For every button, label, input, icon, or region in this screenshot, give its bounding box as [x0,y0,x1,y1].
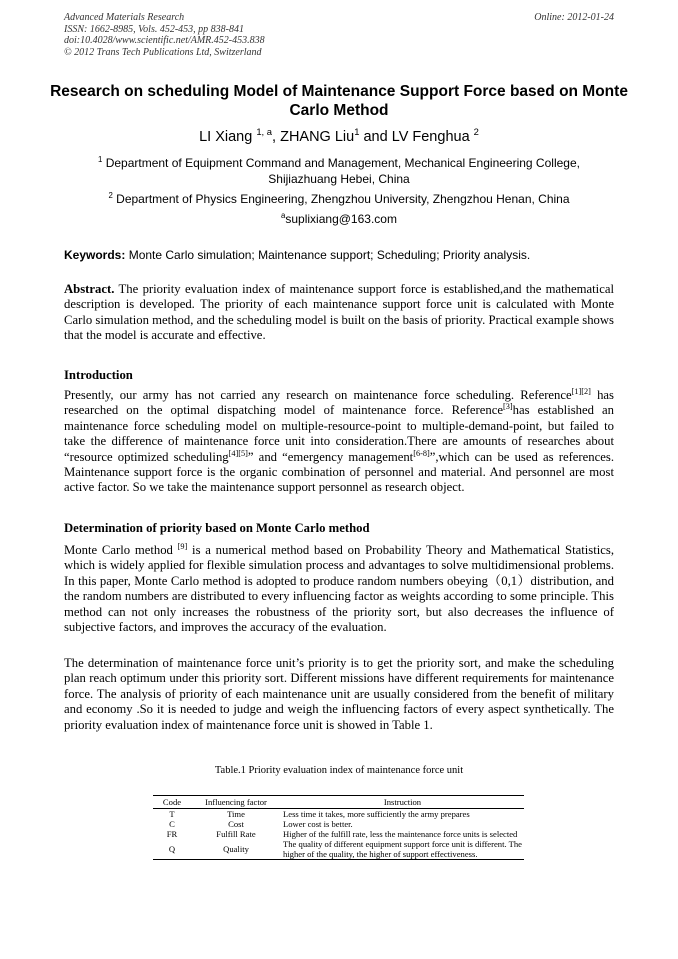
email-line [70,212,608,228]
author-list [0,126,678,145]
body-text: Monte Carlo method [64,543,178,557]
abstract-text: The priority evaluation index of maintenance support force is established,and the mathematical description is developed. The priority of each maintenance support force unit is calculated with Monte Carlo simulation method, and the scheduling model is built on the basis of priority. Practical example shows that the model is accurate and effective. [64,282,614,343]
copyright-line: © 2012 Trans Tech Publications Ltd, Switzerland [64,46,262,58]
priority-paragraph-2: The determination of maintenance force unit’s priority is to get the priority sort, and make the scheduling plan reach optimum under this priority sort. Different missions have different requirements for maintenance force. The analysis of priority of each maintenance unit are usually considered from the benefit of military and economy .So it is needed to judge and weigh the influencing factors of every aspect synthetically. The priority evaluation index of maintenance force unit is showed in Table 1. [64,656,614,732]
table-row [153,819,524,829]
author-affiliation-mark: 1, a [256,126,273,138]
email-address[interactable]: suplixiang@163.com [285,212,397,226]
author-name: LI Xiang [199,129,253,145]
citation: [9] [177,541,188,551]
factor-cell: Quality [191,839,281,860]
column-header: Instruction [281,796,524,809]
intro-text: Presently, our army has not carried any research on maintenance force scheduling. Reference [64,388,572,402]
abstract-label: Abstract. [64,282,115,296]
keywords [64,248,614,262]
affiliation-mark: 2 [108,191,113,200]
author-name: and LV Fenghua [359,129,474,145]
instruction-cell: Higher of the fulfill rate, less the maintenance force units is selected [283,829,518,839]
priority-paragraph-1 [64,543,614,635]
affiliation-text: Department of Physics Engineering, Zhengzhou University, Zhengzhou Henan, China [112,192,570,206]
author-name: , ZHANG Liu [272,129,355,145]
citation: [4][5] [228,448,248,458]
intro-text: ” and “emergency management [247,449,414,464]
affiliation-mark: 1 [98,155,103,164]
citation: [6-8] [413,448,430,458]
doi-line[interactable]: doi:10.4028/www.scientific.net/AMR.452-453.838 [64,35,265,46]
citation: [1][2] [571,386,591,396]
issn-line: ISSN: 1662-8985, Vols. 452-453, pp 838-841 [64,23,244,35]
section-heading-introduction: Introduction [64,368,133,382]
email-mark: a [281,211,286,220]
instruction-cell: The quality of different equipment support force unit is different. The higher of the quality, the higher of support effectiveness. [283,839,522,859]
table-row [153,829,524,839]
introduction-paragraph [64,388,614,496]
intro-text: has established an maintenance force scheduling model on multiple-resource-point to multiple-demand-point, but failed to take the difference of maintenance force unit into consideration.There are amounts of researches about “resource optimized scheduling [64,403,614,464]
intro-text: has researched on the optimal dispatching model of maintenance force. Reference [64,388,614,418]
citation: [3] [503,402,513,412]
abstract [64,282,614,344]
table-caption: Table.1 Priority evaluation index of maintenance force unit [214,765,464,776]
keywords-text: Monte Carlo simulation; Maintenance support; Scheduling; Priority analysis. [125,248,531,262]
online-date: Online: 2012-01-24 [534,12,614,23]
factor-cell: Fulfill Rate [216,829,256,839]
affiliation-text: Department of Equipment Command and Management, Mechanical Engineering College, Shijiazhuang Hebei, China [102,156,580,186]
factor-cell: Cost [228,819,244,829]
affiliation-1 [70,156,608,187]
section-heading-priority: Determination of priority based on Monte Carlo method [64,521,370,535]
priority-index-table [153,795,524,860]
table-row [153,839,524,860]
table-row [153,809,524,820]
page-header [64,12,614,58]
journal-name: Advanced Materials Research [64,12,185,23]
code-cell: C [169,819,175,829]
paper-title: Research on scheduling Model of Maintenance Support Force based on Monte Carlo Method [50,83,628,119]
affiliation-2 [70,192,608,208]
body-text: is a numerical method based on Probability Theory and Mathematical Statistics, which is widely applied for flexible simulation process and advantages to solve multidimensional problems. In this paper, Monte Carlo method is adopted to produce random numbers obeying（0,1）distribution, and the random numbers are distributed to every influencing factor as weights according to some principle. This method can not only increases the robustness of the priority sort, but also decreases the influence of subjective factors, and improves the accuracy of the evaluation. [64,543,615,635]
code-cell: Q [153,839,191,860]
author-affiliation-mark: 2 [473,126,479,138]
column-header: Influencing factor [191,796,281,809]
code-cell: T [169,809,175,819]
author-affiliation-mark: 1 [354,126,360,138]
code-cell: FR [166,829,178,839]
factor-cell: Time [227,809,245,819]
column-header: Code [153,796,191,809]
instruction-cell: Less time it takes, more sufficiently the army prepares [283,809,470,819]
intro-text: ”,which can be used as references. Maintenance support force is the organic combination of personnel and material. And personnel are most active factor. So we take the maintenance support personnel as research object. [64,449,615,495]
table-header-row [153,796,524,809]
keywords-label: Keywords: [64,248,126,262]
instruction-cell: Lower cost is better. [283,819,353,829]
